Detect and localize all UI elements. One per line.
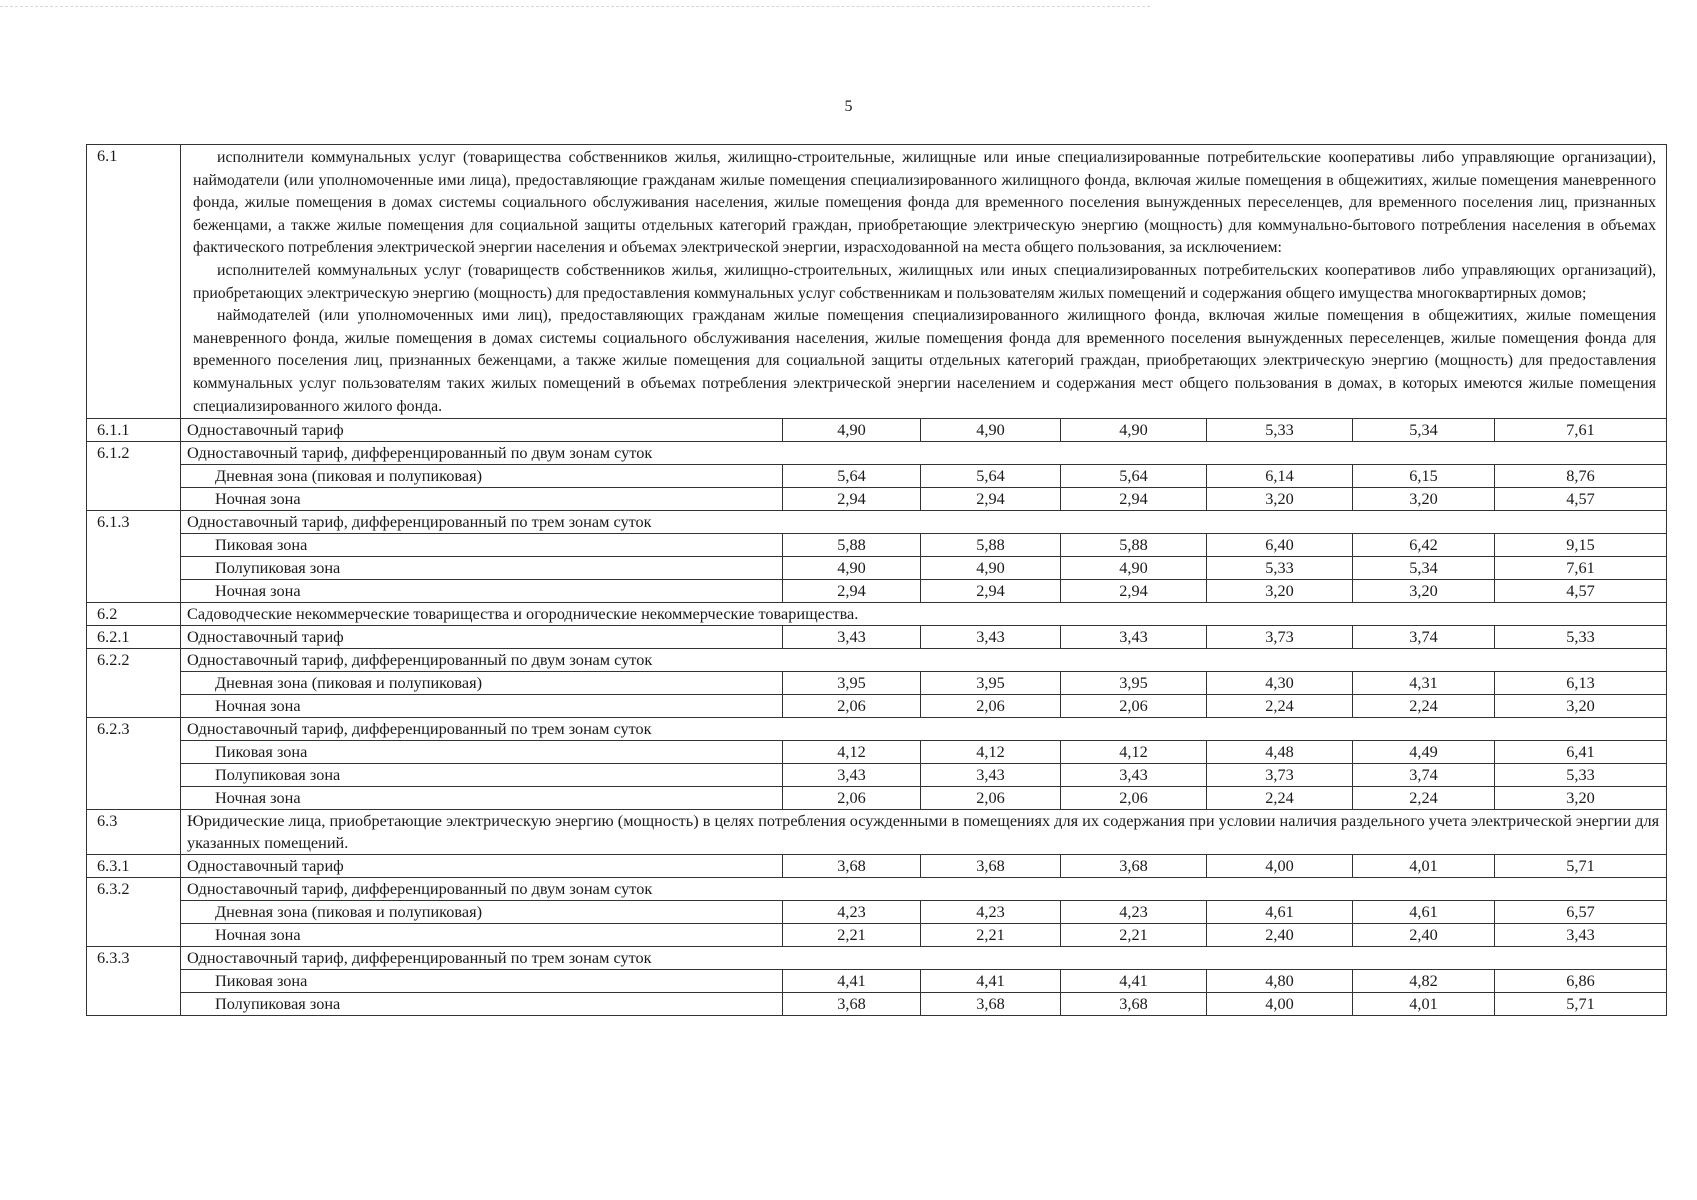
row-label: Садоводческие некоммерческие товарищества и огороднические некоммерческие товарищества. [181,603,1667,626]
tariff-value: 4,82 [1353,970,1495,993]
tariff-value: 6,41 [1495,741,1667,764]
tariff-value: 3,73 [1207,626,1353,649]
row-number: 6.3 [87,810,181,855]
tariff-value: 4,80 [1207,970,1353,993]
row-number: 6.2.2 [87,649,181,718]
row-number: 6.3.1 [87,855,181,878]
tariff-value: 4,23 [921,901,1061,924]
row-number: 6.2.3 [87,718,181,810]
row-number: 6.2 [87,603,181,626]
tariff-value: 4,57 [1495,488,1667,511]
table-row [87,557,1667,580]
row-label: Полупиковая зона [181,993,783,1016]
row-label: Ночная зона [181,580,783,603]
tariff-value: 7,61 [1495,557,1667,580]
table-row [87,947,1667,970]
tariff-value: 5,33 [1495,764,1667,787]
row-label: Одноставочный тариф, дифференцированный по трем зонам суток [181,947,1667,970]
table-row [87,993,1667,1016]
tariff-value: 4,90 [1061,419,1207,442]
table-row [87,901,1667,924]
tariff-value: 4,31 [1353,672,1495,695]
row-label: Ночная зона [181,488,783,511]
row-label: Ночная зона [181,695,783,718]
row-label: Пиковая зона [181,970,783,993]
tariff-value: 6,15 [1353,465,1495,488]
table-row [87,764,1667,787]
table-row [87,878,1667,901]
row-label: Одноставочный тариф, дифференцированный по трем зонам суток [181,718,1667,741]
tariff-value: 3,68 [783,855,921,878]
table-row [87,488,1667,511]
row-label: Одноставочный тариф, дифференцированный по двум зонам суток [181,649,1667,672]
tariff-value: 4,90 [1061,557,1207,580]
tariff-value: 3,20 [1495,787,1667,810]
tariff-value: 2,94 [1061,488,1207,511]
tariff-value: 2,24 [1207,695,1353,718]
tariff-value: 4,61 [1353,901,1495,924]
tariff-table-body [87,145,1667,1016]
tariff-value: 7,61 [1495,419,1667,442]
tariff-value: 6,40 [1207,534,1353,557]
tariff-value: 2,40 [1353,924,1495,947]
tariff-value: 2,21 [783,924,921,947]
tariff-value: 2,94 [921,488,1061,511]
table-row [87,855,1667,878]
row-number: 6.1.2 [87,442,181,511]
description-paragraph: наймодателей (или уполномоченных ими лиц), предоставляющих гражданам жилые помещения специализированного жилищного фонда, включая жилые помещения в общежитиях, жилые помещения маневренного фонда, жилые помещения в домах системы социального обслуживания населения, жилые помещения фонда для временного поселения вынужденных переселенцев, жилые помещения фонда для временного поселения лиц, признанных беженцами, а также жилые помещения для социальной защиты отдельных категорий граждан, приобретающих электрическую энергию (мощность) для предоставления коммунальных услуг пользователям таких жилых помещений в объемах потребления электрической энергии населением и содержания мест общего пользования в домах, в которых имеются жилые помещения специализированного жилого фонда. [193,307,1657,415]
table-row [87,442,1667,465]
tariff-value: 4,90 [783,419,921,442]
tariff-value: 4,01 [1353,993,1495,1016]
row-number: 6.3.2 [87,878,181,947]
row-label: Пиковая зона [181,741,783,764]
table-row [87,534,1667,557]
row-label: Одноставочный тариф [181,855,783,878]
tariff-value: 3,68 [1061,855,1207,878]
tariff-value: 5,88 [783,534,921,557]
tariff-value: 3,20 [1353,580,1495,603]
row-label: Дневная зона (пиковая и полупиковая) [181,672,783,695]
section-6-1-description [181,145,1667,419]
tariff-value: 5,64 [921,465,1061,488]
tariff-value: 4,90 [921,419,1061,442]
tariff-value: 2,94 [921,580,1061,603]
tariff-value: 3,95 [921,672,1061,695]
table-row [87,626,1667,649]
tariff-value: 3,20 [1353,488,1495,511]
tariff-value: 5,33 [1207,557,1353,580]
row-label: Одноставочный тариф [181,626,783,649]
row-label: Полупиковая зона [181,557,783,580]
tariff-value: 2,06 [783,695,921,718]
table-row [87,419,1667,442]
tariff-value: 4,01 [1353,855,1495,878]
tariff-value: 6,57 [1495,901,1667,924]
row-label: Одноставочный тариф, дифференцированный по двум зонам суток [181,442,1667,465]
scan-artifact-line [0,6,1150,17]
tariff-value: 4,23 [1061,901,1207,924]
tariff-value: 4,61 [1207,901,1353,924]
tariff-value: 2,24 [1353,695,1495,718]
tariff-value: 2,94 [1061,580,1207,603]
tariff-value: 5,71 [1495,855,1667,878]
row-number: 6.1 [87,145,181,419]
row-label: Одноставочный тариф [181,419,783,442]
tariff-value: 5,88 [921,534,1061,557]
table-row-6-1 [87,145,1667,419]
tariff-value: 2,94 [783,580,921,603]
tariff-value: 5,64 [783,465,921,488]
tariff-value: 2,06 [783,787,921,810]
tariff-value: 4,41 [921,970,1061,993]
table-row [87,970,1667,993]
tariff-value: 2,06 [921,695,1061,718]
description-paragraph: исполнители коммунальных услуг (товарищества собственников жилья, жилищно-строительные, жилищные или иные специализированные потребительские кооперативы либо управляющие организации), наймодатели (или уполномоченные ими лица), предоставляющие гражданам жилые помещения специализированного жилищного фонда, включая жилые помещения в общежитиях, жилые помещения маневренного фонда, жилые помещения в домах системы социального обслуживания населения, жилые помещения фонда для временного поселения вынужденных переселенцев, для временного поселения лиц, признанных беженцами, а также жилые помещения для социальной защиты отдельных категорий граждан, приобретающие электрическую энергию (мощность) для коммунально-бытового потребления населения в объемах фактического потребления электрической энергии населения и объемах электрической энергии, израсходованной на места общего пользования, за исключением: [193,149,1657,257]
tariff-value: 3,74 [1353,764,1495,787]
row-label: Ночная зона [181,924,783,947]
tariff-value: 2,06 [921,787,1061,810]
tariff-value: 2,06 [1061,695,1207,718]
tariff-value: 3,20 [1207,580,1353,603]
table-row [87,465,1667,488]
tariff-value: 5,34 [1353,419,1495,442]
description-paragraph: исполнителей коммунальных услуг (товариществ собственников жилья, жилищно-строительных, жилищных или иных специализированных потребительских кооперативов либо управляющих организаций), приобретающих электрическую энергию (мощность) для предоставления коммунальных услуг собственникам и пользователям жилых помещений и содержания общего имущества многоквартирных домов; [193,261,1657,302]
tariff-value: 3,43 [1061,764,1207,787]
tariff-value: 3,43 [1495,924,1667,947]
tariff-value: 4,90 [921,557,1061,580]
table-row [87,603,1667,626]
tariff-table [86,144,1667,1016]
table-row [87,695,1667,718]
table-row [87,810,1667,855]
tariff-value: 3,68 [921,993,1061,1016]
tariff-value: 3,20 [1207,488,1353,511]
tariff-value: 4,23 [783,901,921,924]
row-label: Полупиковая зона [181,764,783,787]
row-number: 6.2.1 [87,626,181,649]
tariff-value: 3,43 [783,626,921,649]
tariff-value: 5,64 [1061,465,1207,488]
row-label: Юридические лица, приобретающие электрическую энергию (мощность) в целях потребления осужденными в помещениях для их содержания при условии наличия раздельного учета электрической энергии для указанных помещений. [181,810,1667,855]
row-label: Одноставочный тариф, дифференцированный по трем зонам суток [181,511,1667,534]
tariff-value: 5,34 [1353,557,1495,580]
tariff-value: 4,48 [1207,741,1353,764]
tariff-value: 4,00 [1207,993,1353,1016]
tariff-value: 6,86 [1495,970,1667,993]
tariff-value: 5,33 [1495,626,1667,649]
tariff-value: 5,33 [1207,419,1353,442]
tariff-value: 4,30 [1207,672,1353,695]
tariff-value: 5,88 [1061,534,1207,557]
table-row [87,718,1667,741]
tariff-value: 3,20 [1495,695,1667,718]
row-number: 6.1.1 [87,419,181,442]
tariff-value: 2,21 [1061,924,1207,947]
row-label: Дневная зона (пиковая и полупиковая) [181,465,783,488]
tariff-value: 2,06 [1061,787,1207,810]
table-row [87,649,1667,672]
tariff-value: 6,13 [1495,672,1667,695]
table-row [87,580,1667,603]
tariff-value: 3,95 [1061,672,1207,695]
tariff-value: 2,21 [921,924,1061,947]
row-number: 6.1.3 [87,511,181,603]
tariff-value: 3,74 [1353,626,1495,649]
row-label: Пиковая зона [181,534,783,557]
tariff-value: 2,40 [1207,924,1353,947]
tariff-value: 4,12 [921,741,1061,764]
tariff-value: 2,24 [1353,787,1495,810]
tariff-value: 3,43 [921,764,1061,787]
table-row [87,741,1667,764]
tariff-value: 2,94 [783,488,921,511]
page-number: 5 [844,98,853,115]
tariff-value: 3,43 [921,626,1061,649]
tariff-value: 4,90 [783,557,921,580]
tariff-value: 5,71 [1495,993,1667,1016]
tariff-value: 3,68 [1061,993,1207,1016]
tariff-value: 4,00 [1207,855,1353,878]
tariff-value: 4,41 [783,970,921,993]
tariff-value: 3,43 [1061,626,1207,649]
tariff-value: 3,68 [783,993,921,1016]
tariff-value: 4,41 [1061,970,1207,993]
tariff-value: 4,49 [1353,741,1495,764]
tariff-value: 8,76 [1495,465,1667,488]
row-label: Одноставочный тариф, дифференцированный по двум зонам суток [181,878,1667,901]
tariff-value: 3,68 [921,855,1061,878]
tariff-value: 3,73 [1207,764,1353,787]
tariff-value: 4,12 [783,741,921,764]
tariff-value: 3,95 [783,672,921,695]
row-label: Ночная зона [181,787,783,810]
row-label: Дневная зона (пиковая и полупиковая) [181,901,783,924]
tariff-value: 2,24 [1207,787,1353,810]
tariff-value: 3,43 [783,764,921,787]
tariff-value: 4,12 [1061,741,1207,764]
tariff-value: 4,57 [1495,580,1667,603]
tariff-value: 9,15 [1495,534,1667,557]
tariff-value: 6,42 [1353,534,1495,557]
table-row [87,511,1667,534]
table-row [87,924,1667,947]
table-row [87,672,1667,695]
table-row [87,787,1667,810]
tariff-value: 6,14 [1207,465,1353,488]
row-number: 6.3.3 [87,947,181,1016]
